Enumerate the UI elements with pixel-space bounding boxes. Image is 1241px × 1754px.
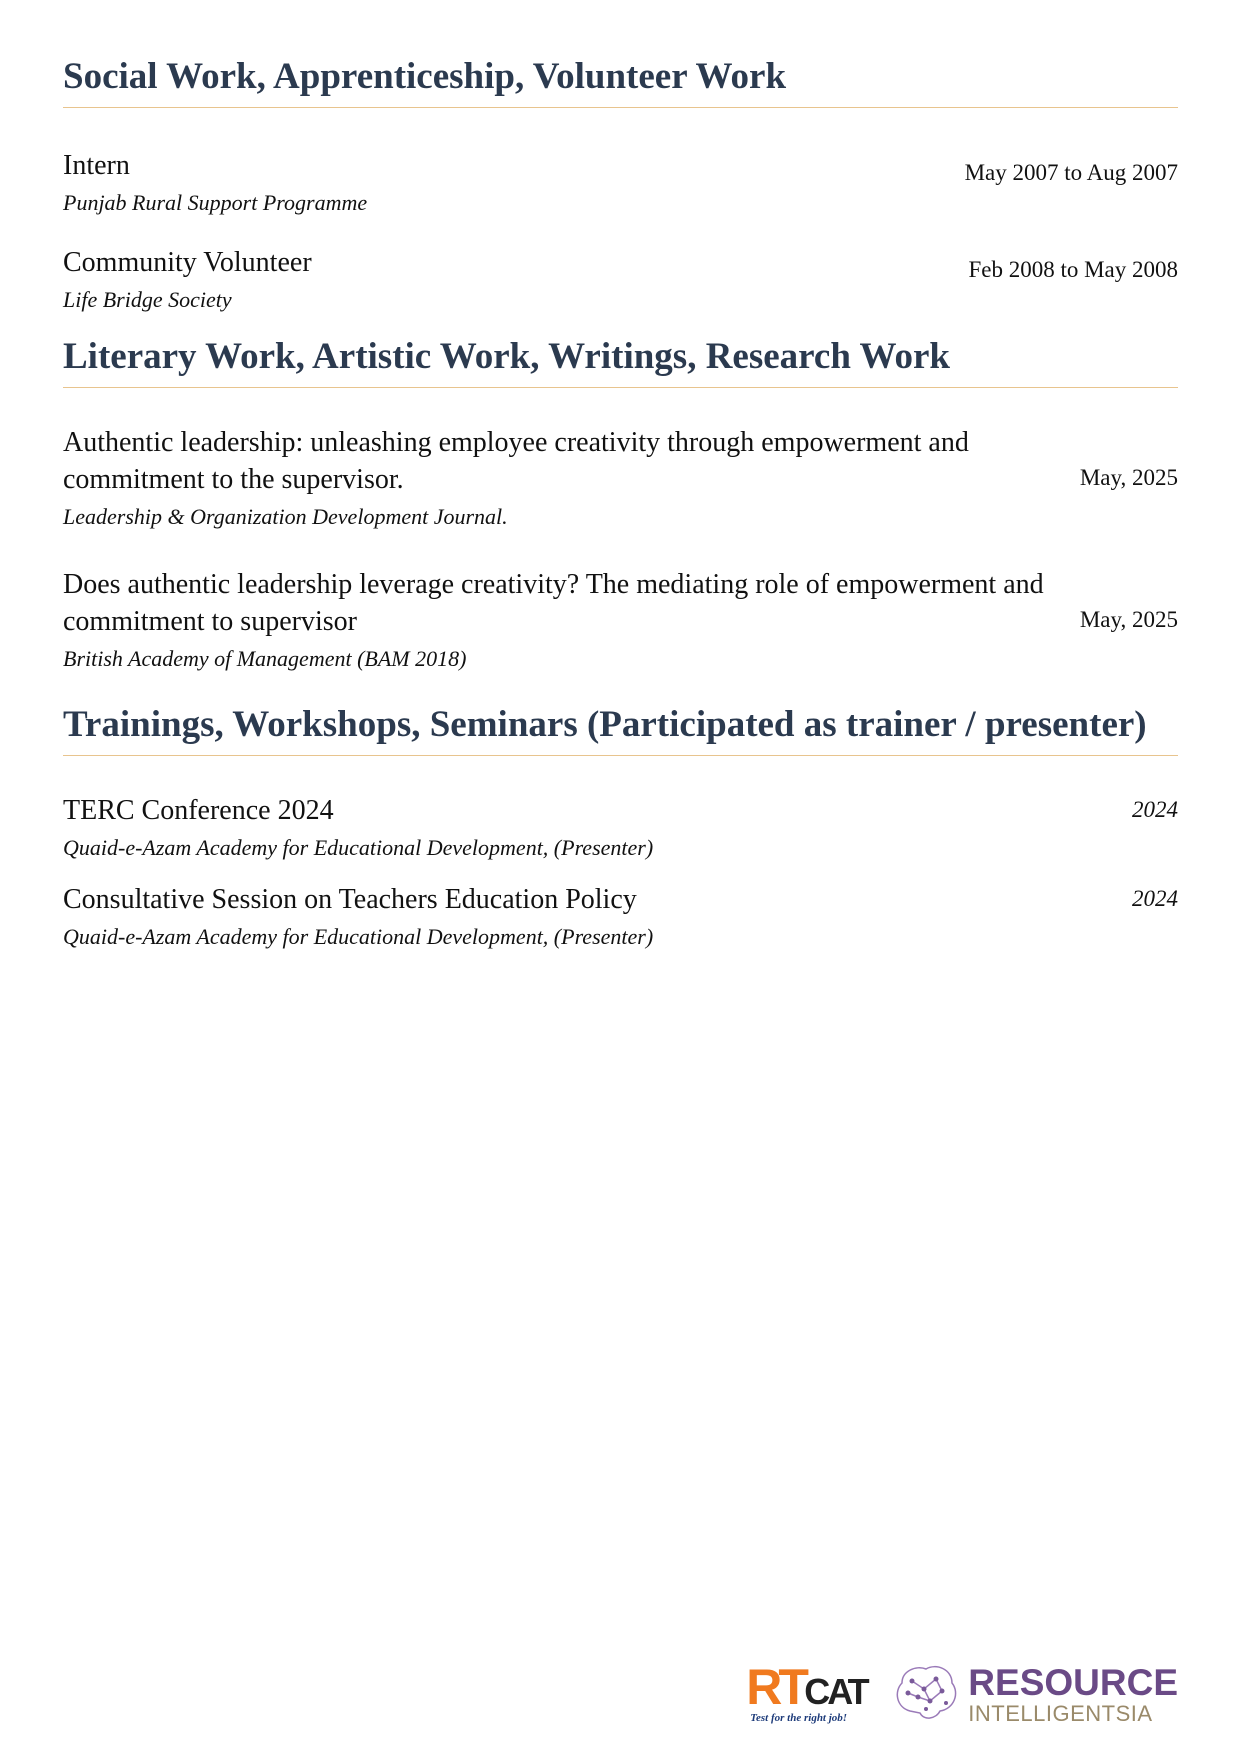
ri-line2: INTELLIGENTSIA [968, 1701, 1153, 1726]
ri-line1: RESOURCE [968, 1662, 1178, 1703]
entry-org: Quaid-e-Azam Academy for Educational Development, (Presenter) [63, 835, 654, 860]
entry-title-line2: commitment to the supervisor. [63, 464, 404, 495]
entry-date: May 2007 to Aug 2007 [964, 160, 1178, 185]
entry-title: Community Volunteer [63, 247, 312, 278]
resource-intelligentsia-logo [890, 1661, 1178, 1728]
entry-date: May, 2025 [1079, 607, 1178, 632]
entry-publication [63, 424, 1178, 532]
entry-training [63, 792, 1178, 863]
entry-date: May, 2025 [1079, 465, 1178, 490]
section-social-work [63, 56, 1178, 108]
footer-logos [746, 1658, 1178, 1728]
entry-title-line1: Authentic leadership: unleashing employee creativity through empowerment and [63, 427, 969, 458]
section-literary-work [63, 336, 1178, 388]
entry-org: British Academy of Management (BAM 2018) [63, 646, 467, 671]
rtcat-logo-cat: CAT [804, 1670, 867, 1712]
entry-org: Punjab Rural Support Programme [63, 190, 368, 215]
section-title: Social Work, Apprenticeship, Volunteer Work [63, 56, 1178, 108]
entry-title-line1: Does authentic leadership leverage creativity? The mediating role of empowerment and [63, 569, 1044, 600]
entry-community-volunteer [63, 244, 1178, 315]
entry-date: Feb 2008 to May 2008 [968, 257, 1178, 282]
entry-org: Leadership & Organization Development Journal. [63, 504, 508, 529]
brain-icon [890, 1661, 960, 1728]
section-title: Literary Work, Artistic Work, Writings, Research Work [63, 336, 1178, 388]
rtcat-logo [746, 1658, 868, 1728]
entry-title: TERC Conference 2024 [63, 795, 334, 826]
entry-publication [63, 566, 1178, 674]
entry-date: 2024 [1132, 886, 1178, 911]
entry-org: Life Bridge Society [63, 287, 232, 312]
section-trainings [63, 704, 1178, 756]
entry-title: Consultative Session on Teachers Education Policy [63, 884, 637, 915]
entry-org: Quaid-e-Azam Academy for Educational Development, (Presenter) [63, 924, 654, 949]
rtcat-logo-rt: RT [746, 1658, 805, 1715]
entry-title-line2: commitment to supervisor [63, 606, 357, 637]
entry-training [63, 881, 1178, 952]
rtcat-tagline: Test for the right job! [750, 1711, 848, 1724]
section-title: Trainings, Workshops, Seminars (Participated as trainer / presenter) [63, 704, 1178, 756]
entry-intern [63, 147, 1178, 218]
entry-title: Intern [63, 150, 130, 181]
entry-date: 2024 [1132, 797, 1178, 822]
